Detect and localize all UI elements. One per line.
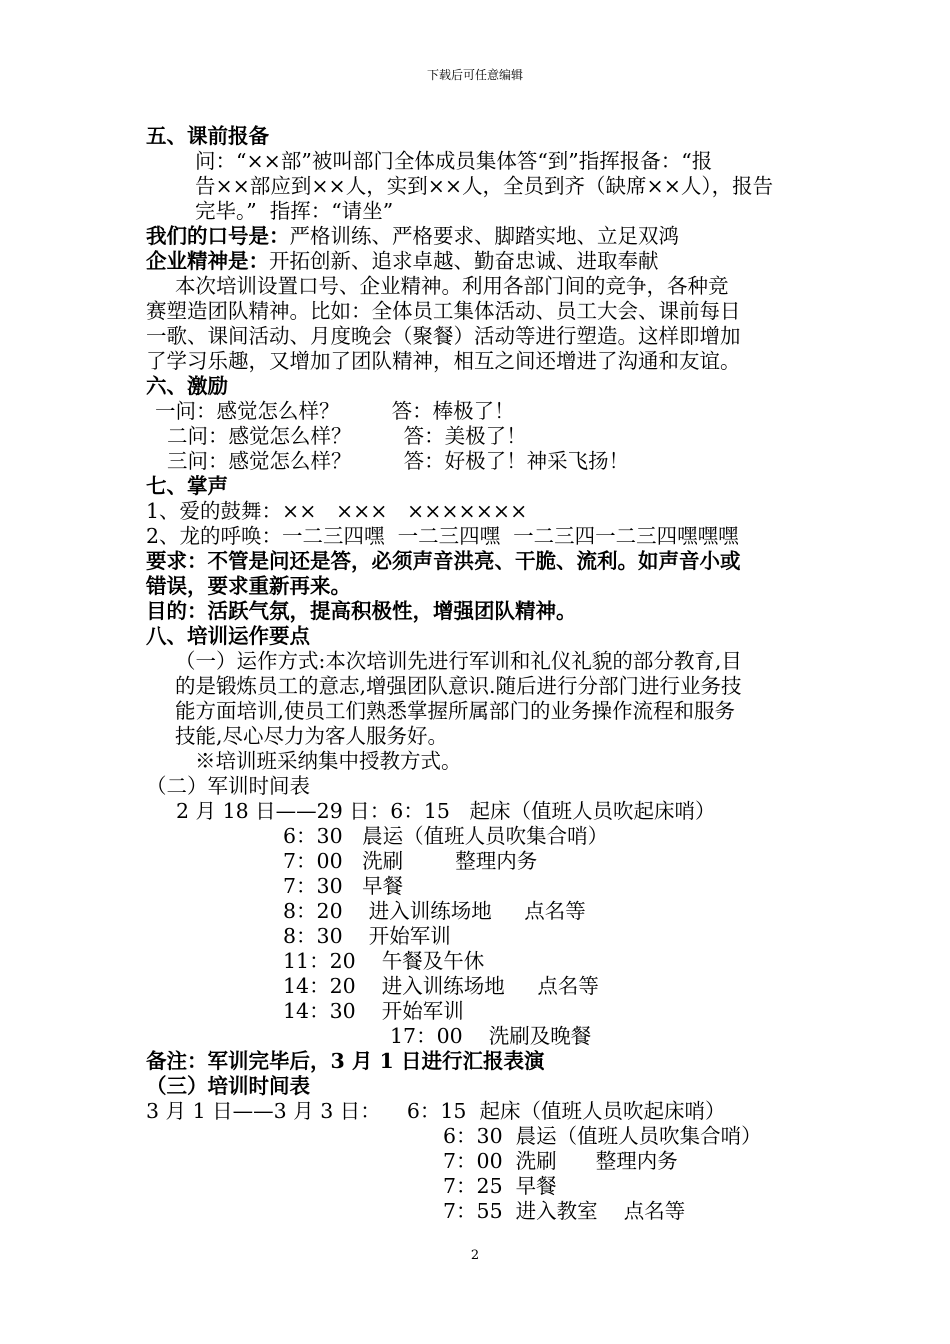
- body-line: 问：“××部”被叫部门全体成员集体答“到”指挥报备：“报: [195, 149, 713, 173]
- section-heading: 五、课前报备: [146, 124, 269, 148]
- schedule-line: 6：30 晨运（值班人员吹集合哨）: [443, 1124, 762, 1148]
- body-line: 本次培训设置口号、企业精神。利用各部门间的竞争，各种竞: [175, 274, 729, 298]
- schedule-line: 7：00 洗刷 整理内务: [283, 849, 538, 873]
- body-line: 了学习乐趣，又增加了团队精神，相互之间还增进了沟通和友谊。: [146, 349, 741, 373]
- body-line: 三问：感觉怎么样？ 答：好极了！神采飞扬！: [167, 449, 630, 473]
- body-line: 2、龙的呼唤：一二三四嘿 一二三四嘿 一二三四一二三四嘿嘿嘿: [146, 524, 739, 548]
- schedule-line: 8：30 开始军训: [283, 924, 451, 948]
- body-line: 赛塑造团队精神。比如：全体员工集体活动、员工大会、课前每日: [146, 299, 741, 323]
- spirit-label: 企业精神是：: [146, 249, 269, 273]
- body-line: （一）运作方式:本次培训先进行军训和礼仪礼貌的部分教育,目: [175, 649, 742, 673]
- schedule-line: 14：20 进入训练场地 点名等: [283, 974, 599, 998]
- spirit-text: 开拓创新、追求卓越、勤奋忠诚、进取奉献: [269, 249, 659, 273]
- body-line: 二问：感觉怎么样？ 答：美极了！: [167, 424, 527, 448]
- schedule-line: 7：55 进入教室 点名等: [443, 1199, 686, 1223]
- subsection-heading: （二）军训时间表: [146, 774, 310, 798]
- slogan-label: 我们的口号是：: [146, 224, 290, 248]
- requirement-text: 错误，要求重新再来。: [146, 574, 351, 598]
- section-heading: 七、掌声: [146, 474, 228, 498]
- body-line: 1、爱的鼓舞：×× ××× ×××××××: [146, 499, 528, 523]
- slogan-text: 严格训练、严格要求、脚踏实地、立足双鸿: [289, 224, 679, 248]
- schedule-line: 14：30 开始军训: [283, 999, 464, 1023]
- body-line: 能方面培训,使员工们熟悉掌握所属部门的业务操作流程和服务: [175, 699, 736, 723]
- schedule-line: 17：00 洗刷及晚餐: [390, 1024, 592, 1048]
- note-text: 备注：军训完毕后，3 月 1 日进行汇报表演: [146, 1049, 545, 1073]
- body-line: 完毕。” 指挥：“请坐”: [195, 199, 394, 223]
- purpose-text: 目的：活跃气氛，提高积极性，增强团队精神。: [146, 599, 577, 623]
- page-header: 下载后可任意编辑: [426, 68, 523, 82]
- spirit-line: [146, 249, 659, 274]
- schedule-line: 2 月 18 日——29 日：6：15 起床（值班人员吹起床哨）: [176, 799, 716, 823]
- body-line: 一歌、课间活动、月度晚会（聚餐）活动等进行塑造。这样即增加: [146, 324, 741, 348]
- body-line: 告××部应到××人，实到××人，全员到齐（缺席××人），报告: [195, 174, 774, 198]
- schedule-line: 11：20 午餐及午休: [283, 949, 485, 973]
- requirement-text: 要求：不管是问还是答，必须声音洪亮、干脆、流利。如声音小或: [146, 549, 741, 573]
- body-line: 一问：感觉怎么样？ 答：棒极了！: [155, 399, 515, 423]
- schedule-line: 7：30 早餐: [283, 874, 404, 898]
- subsection-heading: （三）培训时间表: [146, 1074, 310, 1098]
- schedule-line: 7：00 洗刷 整理内务: [443, 1149, 678, 1173]
- section-heading: 八、培训运作要点: [146, 624, 310, 648]
- slogan-line: [146, 224, 679, 249]
- schedule-line: 7：25 早餐: [443, 1174, 557, 1198]
- section-heading: 六、激励: [146, 374, 228, 398]
- body-line: 技能,尽心尽力为客人服务好。: [175, 724, 449, 748]
- page-number: 2: [470, 1248, 480, 1263]
- schedule-line: 3 月 1 日——3 月 3 日： 6：15 起床（值班人员吹起床哨）: [146, 1099, 726, 1123]
- body-line: ※培训班采纳集中授教方式。: [195, 749, 462, 773]
- schedule-line: 6：30 晨运（值班人员吹集合哨）: [283, 824, 609, 848]
- schedule-line: 8：20 进入训练场地 点名等: [283, 899, 586, 923]
- body-line: 的是锻炼员工的意志,增强团队意识.随后进行分部门进行业务技: [175, 674, 742, 698]
